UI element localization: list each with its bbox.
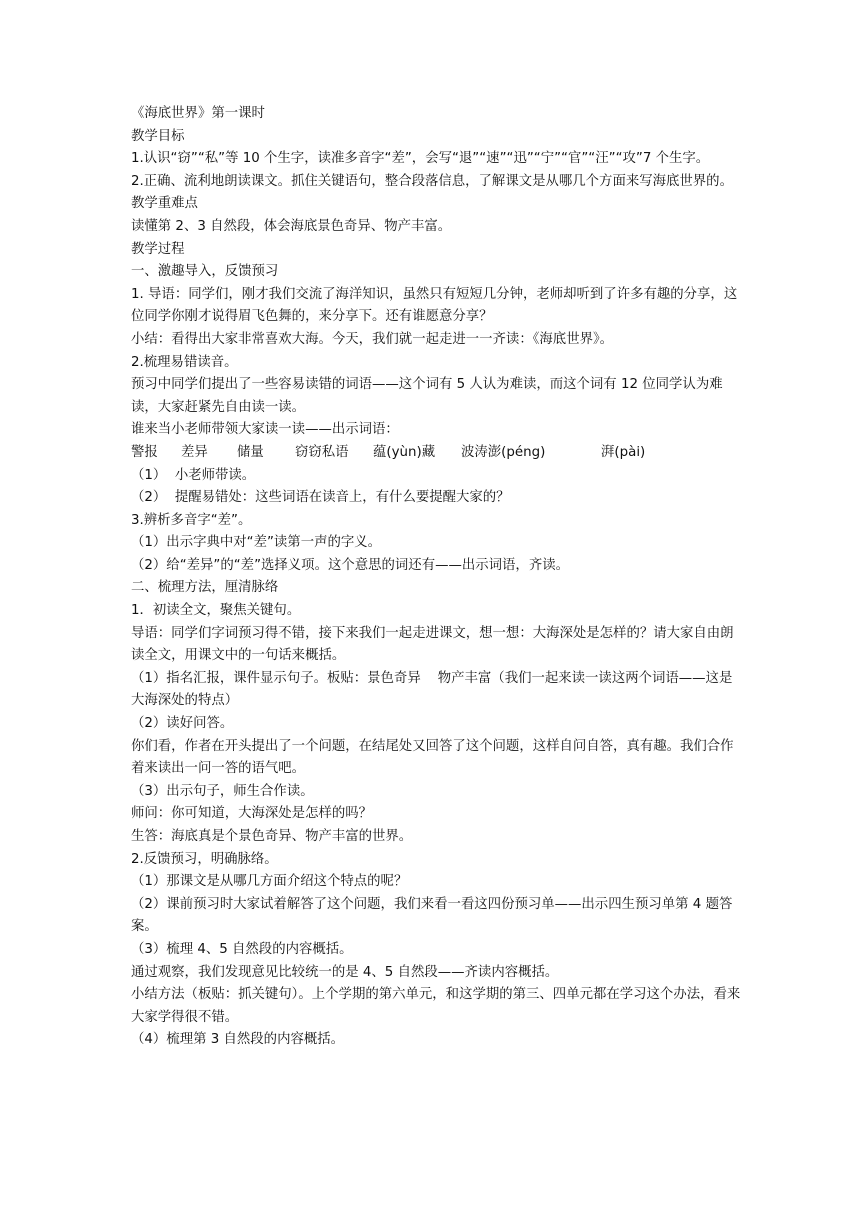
paragraph: 谁来当小老师带领大家读一读——出示词语：: [131, 422, 399, 438]
doc-title: 《海底世界》第一课时: [131, 106, 265, 121]
vocab-word: 湃(pài): [601, 444, 646, 460]
vocab-word: 蕴(yùn)藏: [373, 444, 436, 460]
paragraph: （1）指名汇报，课件显示句子。板贴：景色奇异 物产丰富（我们一起来读一读这两个词语——这是大海深处的特点）: [131, 670, 733, 709]
vocab-word: 储量: [237, 444, 264, 460]
paragraph: （3）梳理 4、5 自然段的内容概括。: [131, 941, 353, 957]
paragraph: （2）读好问答。: [131, 716, 234, 732]
vocab-word: 波涛澎(péng): [461, 444, 546, 460]
paragraph: 2.梳理易错读音。: [131, 354, 238, 370]
paragraph: 1．初读全文，聚焦关键句。: [131, 603, 301, 619]
paragraph: （2）课前预习时大家试着解答了这个问题，我们来看一看这四份预习单——出示四生预习单第 4 题答案。: [131, 896, 733, 935]
paragraph: （1）那课文是从哪几方面介绍这个特点的呢？: [131, 874, 408, 890]
paragraph: 师问：你可知道，大海深处是怎样的吗？: [131, 806, 373, 822]
section-heading: 教学过程: [131, 241, 185, 257]
vocab-row: [131, 442, 741, 465]
paragraph: 2.反馈预习，明确脉络。: [131, 851, 278, 867]
vocab-word: 窃窃私语: [295, 444, 349, 460]
paragraph: 1.认识“窃”“私”等 10 个生字，读准多音字“差”，会写“退”“速”“迅”“宁”“官”“汪”“攻”7 个生字。: [131, 151, 710, 167]
paragraph: 导语：同学们字词预习得不错，接下来我们一起走进课文，想一想：大海深处是怎样的？请大家自由朗读全文，用课文中的一句话来概括。: [131, 625, 734, 664]
section-heading: 教学重难点: [131, 196, 198, 212]
section-heading: 一、激趣导入，反馈预习: [131, 264, 279, 280]
paragraph: 读懂第 2、3 自然段，体会海底景色奇异、物产丰富。: [131, 218, 452, 234]
paragraph: （1）出示字典中对“差”读第一声的字义。: [131, 535, 382, 551]
paragraph: 你们看，作者在开头提出了一个问题，在结尾处又回答了这个问题，这样自问自答，真有趣。我们合作着来读出一问一答的语气吧。: [131, 738, 734, 777]
paragraph: （4）梳理第 3 自然段的内容概括。: [131, 1032, 345, 1048]
document-page: [131, 103, 741, 1052]
paragraph: 2.正确、流利地朗读课文。抓住关键语句，整合段落信息，了解课文是从哪几个方面来写海底世界的。: [131, 173, 733, 189]
paragraph: （2）给“差异”的“差”选择义项。这个意思的词还有——出示词语，齐读。: [131, 557, 569, 573]
paragraph: （1） 小老师带读。: [131, 467, 256, 483]
paragraph: 小结方法（板贴：抓关键句）。上个学期的第六单元，和这学期的第三、四单元都在学习这个办法，看来大家学得很不错。: [131, 987, 741, 1025]
paragraph: 3.辨析多音字“差”。: [131, 512, 252, 528]
paragraph: 预习中同学们提出了一些容易读错的词语——这个词有 5 人认为难读，而这个词有 12 位同学认为难读，大家赶紧先自由读一读。: [131, 377, 723, 415]
vocab-word: 警报: [131, 444, 158, 460]
paragraph: 通过观察，我们发现意见比较统一的是 4、5 自然段——齐读内容概括。: [131, 964, 559, 980]
section-heading: 教学目标: [131, 128, 185, 144]
section-heading: 二、梳理方法，厘清脉络: [131, 580, 279, 596]
paragraph: （3）出示句子，师生合作读。: [131, 783, 314, 799]
paragraph: 1. 导语：同学们，刚才我们交流了海洋知识，虽然只有短短几分钟，老师却听到了许多有趣的分享，这位同学你刚才说得眉飞色舞的，来分享下。还有谁愿意分享？: [131, 286, 738, 325]
paragraph: 生答：海底真是个景色奇异、物产丰富的世界。: [131, 829, 413, 844]
paragraph: （2） 提醒易错处：这些词语在读音上，有什么要提醒大家的？: [131, 490, 510, 506]
paragraph: 小结：看得出大家非常喜欢大海。今天，我们就一起走进一一齐读：《海底世界》。: [131, 331, 614, 347]
vocab-word: 差异: [181, 444, 208, 460]
